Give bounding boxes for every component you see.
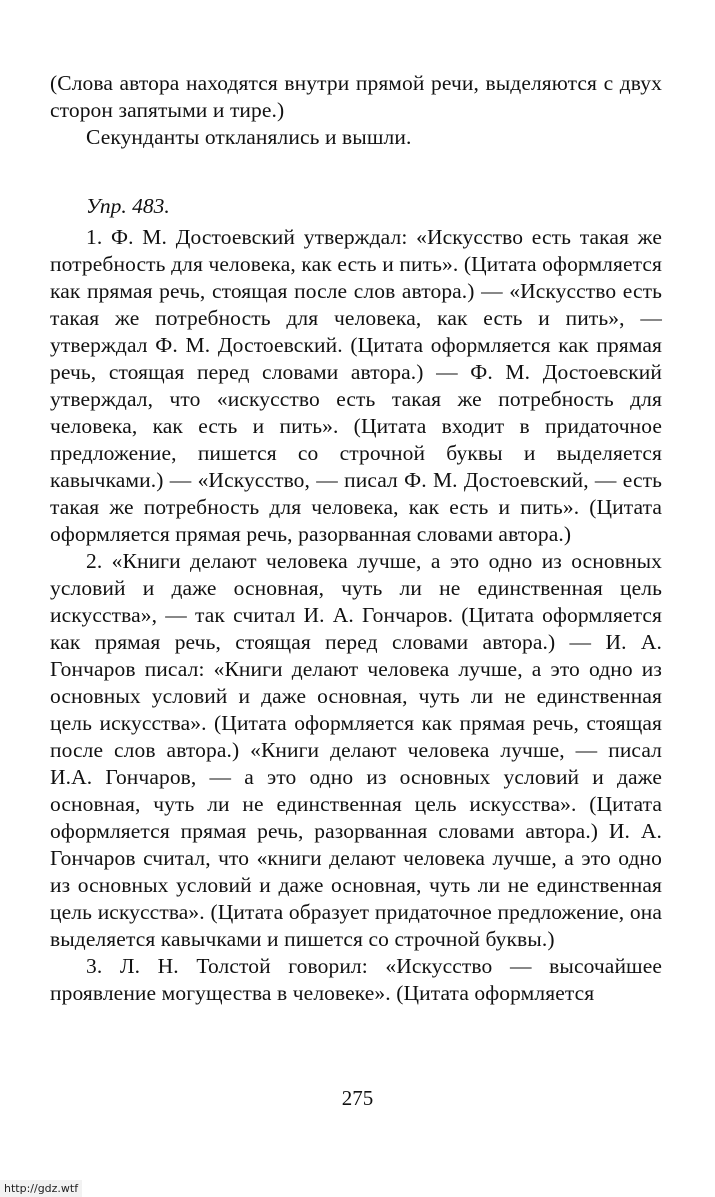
exercise-item-1: 1. Ф. М. Достоевский утверждал: «Искусство есть такая же потребность для человека, как есть и пить». (Цитата оформляется как прямая речь, стоящая после слов автора.) — «Искусство есть такая же потребность для человека, как есть и пить», — утверждал Ф. М. Достоевский. (Цитата оформляется как прямая речь, стоящая перед словами автора.) — Ф. М. Достоевский утверждал, что «искусство есть такая же потребность для человека, как есть и пить». (Цитата входит в придаточное предложение, пишется со строчной буквы и выделяется кавычками.) — «Искусство, — писал Ф. М. Достоевский, — есть такая же потребность для человека, как есть и пить». (Цитата оформляется прямая речь, разорванная словами автора.) — [50, 225, 662, 546]
intro-paragraph: (Слова автора находятся внутри прямой речи, выделяются с двух сторон запятыми и тире.) — [50, 71, 662, 122]
watermark-link[interactable]: http://gdz.wtf — [0, 1180, 82, 1197]
spacer — [50, 151, 662, 193]
exercise-item-3: 3. Л. Н. Толстой говорил: «Искусство — высочайшее проявление могущества в человеке». (Цитата оформляется — [50, 954, 662, 1005]
page-number: 275 — [341, 1086, 374, 1110]
page-body — [50, 70, 662, 1007]
exercise-item-2: 2. «Книги делают человека лучше, а это одно из основных условий и даже основная, чуть ли не единственная цель искусства», — так считал И. А. Гончаров. (Цитата оформляется как прямая речь, стоящая перед словами автора.) — И. А. Гончаров писал: «Книги делают человека лучше, а это одно из основных условий и даже основная, чуть ли не единственная цель искусства». (Цитата оформляется как прямая речь, стоящая после слов автора.) «Книги делают человека лучше, — писал И.А. Гончаров, — а это одно из основных условий и даже основная, чуть ли не единственная цель искусства». (Цитата оформляется прямая речь, разорванная словами автора.) И. А. Гончаров считал, что «книги делают человека лучше, а это одно из основных условий и даже основная, чуть ли не единственная цель искусства». (Цитата образует придаточное предложение, она выделяется кавычками и пишется со строчной буквы.) — [50, 549, 662, 951]
exercise-heading: Упр. 483. — [86, 194, 170, 218]
second-paragraph: Секунданты откланялись и вышли. — [86, 125, 412, 149]
